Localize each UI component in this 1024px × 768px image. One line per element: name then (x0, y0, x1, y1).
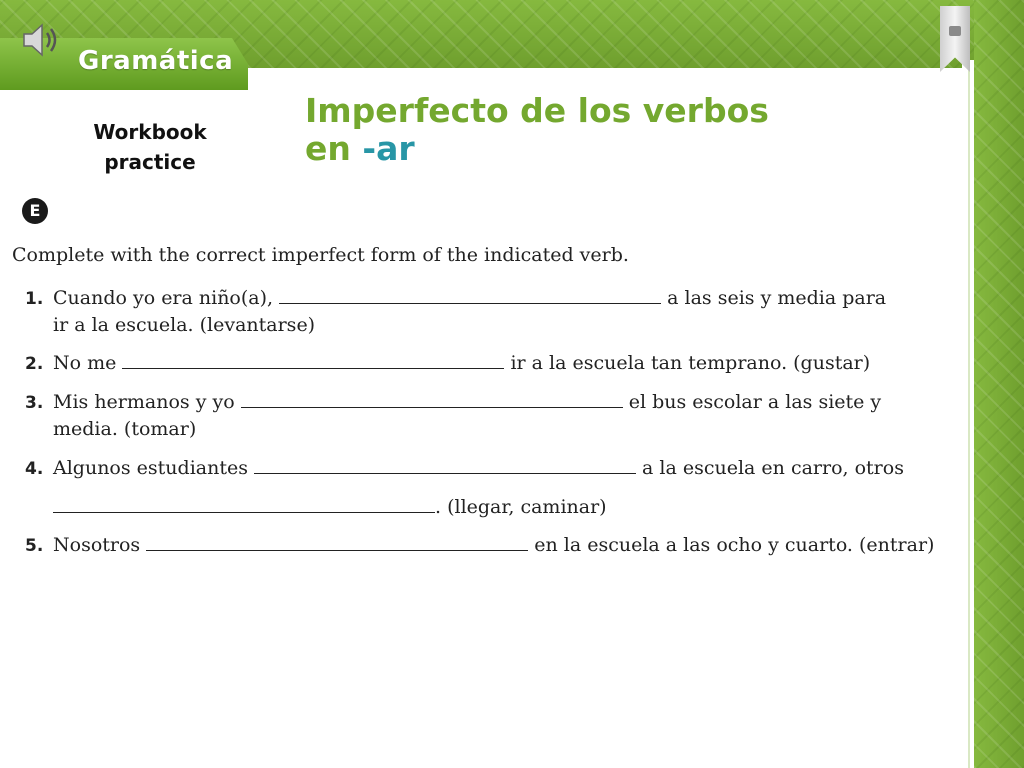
workbook-practice-label (90, 117, 210, 177)
page-edge (962, 60, 974, 768)
exercise-item-3 (25, 387, 881, 417)
exercise-item-4 (25, 453, 904, 483)
item-number: 4. (25, 459, 44, 479)
page-title (305, 92, 769, 168)
exercise-item-2 (25, 348, 870, 378)
workbook-line-2: practice (104, 150, 196, 174)
section-tab-label: Gramática (78, 46, 234, 76)
item-text-before: Cuando yo era niño(a), (53, 287, 280, 309)
item-text-after: a las seis y media para (661, 287, 887, 309)
workbook-line-1: Workbook (93, 120, 207, 144)
instructions: Complete with the correct imperfect form of the indicated verb. (12, 244, 629, 266)
exercise-item-5 (25, 530, 934, 560)
title-line-2 (305, 130, 769, 168)
exercise-item-3-cont: media. (tomar) (53, 418, 197, 440)
item-text-after: el bus escolar a las siete y (622, 391, 882, 413)
item-text-after: en la escuela a las ocho y cuarto. (entrar) (528, 534, 935, 556)
answer-blank[interactable] (279, 283, 661, 304)
title-line-2-prefix: en (305, 129, 363, 168)
item-text-before: Mis hermanos y yo (53, 391, 241, 413)
answer-blank[interactable] (146, 530, 528, 551)
exercise-item-4-cont (25, 492, 607, 521)
exercise-item-1 (25, 283, 886, 313)
item-text-after: . (llegar, caminar) (435, 496, 607, 518)
right-border (974, 0, 1024, 768)
answer-blank[interactable] (241, 387, 623, 408)
title-line-1: Imperfecto de los verbos (305, 91, 769, 130)
item-number: 3. (25, 393, 44, 413)
item-text-before: No me (53, 352, 123, 374)
speaker-icon[interactable] (20, 20, 64, 60)
item-text-after: ir a la escuela tan temprano. (gustar) (504, 352, 871, 374)
item-number: 5. (25, 536, 44, 556)
item-text-after: a la escuela en carro, otros (636, 457, 904, 479)
item-text-before: Nosotros (53, 534, 147, 556)
item-text-before: Algunos estudiantes (53, 457, 255, 479)
item-number: 1. (25, 289, 44, 309)
item-number: 2. (25, 354, 44, 374)
answer-blank[interactable] (122, 348, 504, 369)
answer-blank[interactable] (254, 453, 636, 474)
exercise-badge: E (22, 198, 48, 224)
bookmark-icon (949, 26, 961, 36)
exercise-item-1-cont: ir a la escuela. (levantarse) (53, 314, 316, 336)
answer-blank[interactable] (53, 492, 435, 513)
title-accent: -ar (362, 129, 415, 168)
